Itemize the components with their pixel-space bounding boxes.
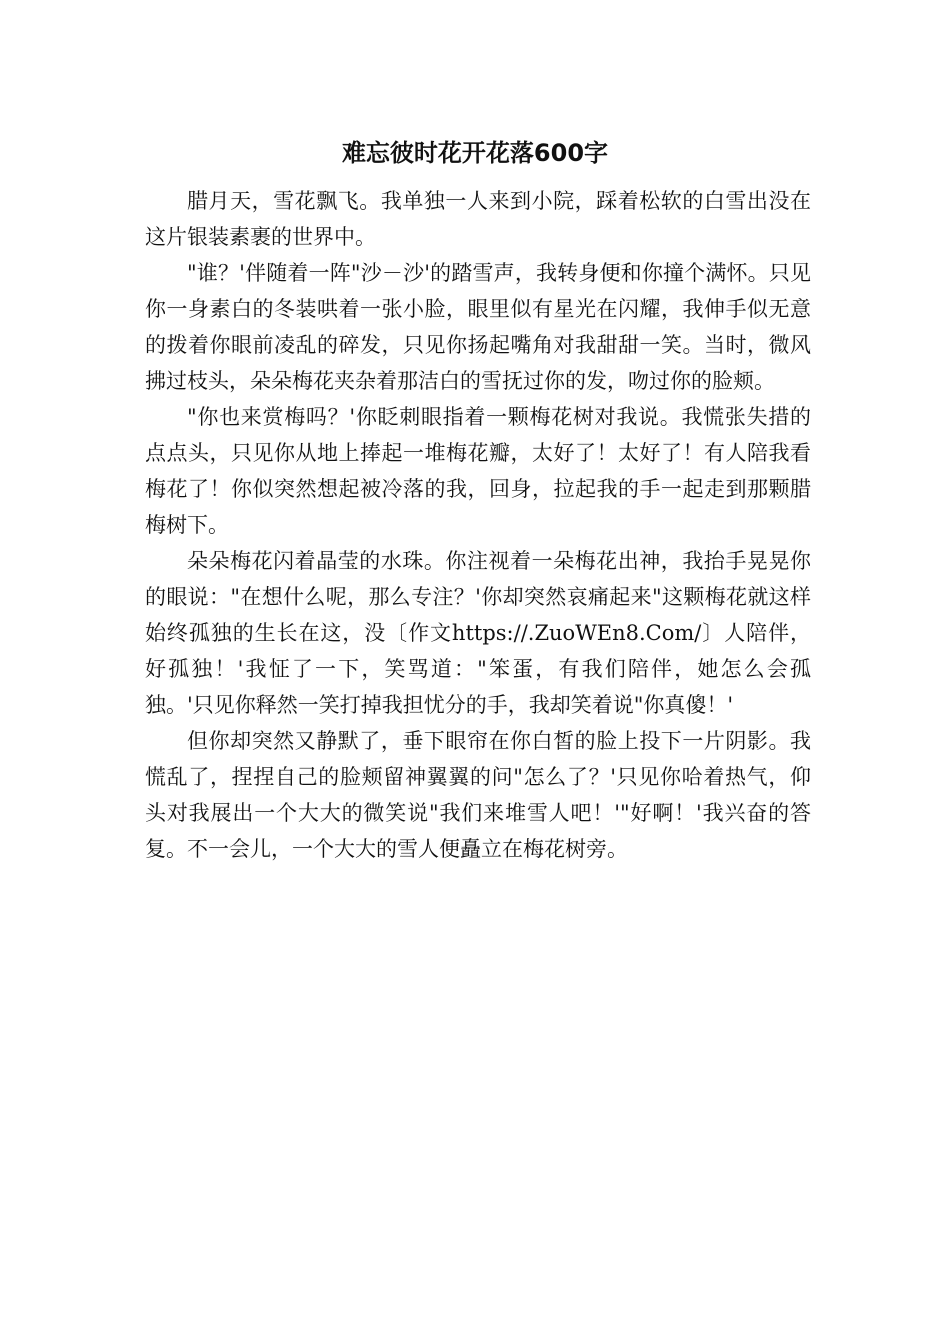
document-title: 难忘彼时花开花落600字 bbox=[341, 139, 609, 167]
paragraph-3: "你也来赏梅吗？'你眨刺眼指着一颗梅花树对我说。我慌张失措的点点头，只见你从地上捧起一堆梅花瓣，太好了！太好了！有人陪我看梅花了！你似突然想起被冷落的我，回身，拉起我的手一起走到那颗腊梅树下。 bbox=[145, 405, 811, 537]
paragraph-2: "谁？'伴随着一阵"沙－沙'的踏雪声，我转身便和你撞个满怀。只见你一身素白的冬装哄着一张小脸，眼里似有星光在闪耀，我伸手似无意的拨着你眼前凌乱的碎发，只见你扬起嘴角对我甜甜一笑。当时，微风拂过枝头，朵朵梅花夹杂着那洁白的雪抚过你的发，吻过你的脸颊。 bbox=[145, 261, 811, 393]
document-body bbox=[145, 183, 811, 867]
paragraph-4: 朵朵梅花闪着晶莹的水珠。你注视着一朵梅花出神，我抬手晃晃你的眼说："在想什么呢，那么专注？'你却突然哀痛起来"这颗梅花就这样始终孤独的生长在这，没〔作文https://.ZuoWEn8.Com/〕人陪伴，好孤独！'我怔了一下，笑骂道："笨蛋，有我们陪伴，她怎么会孤独。'只见你释然一笑打掉我担忧分的手，我却笑着说"你真傻！' bbox=[145, 549, 811, 717]
paragraph-1: 腊月天，雪花飘飞。我单独一人来到小院，踩着松软的白雪出没在这片银装素裹的世界中。 bbox=[145, 189, 811, 249]
paragraph-5: 但你却突然又静默了，垂下眼帘在你白皙的脸上投下一片阴影。我慌乱了，捏捏自己的脸颊留神翼翼的问"怎么了？'只见你哈着热气，仰头对我展出一个大大的微笑说"我们来堆雪人吧！'"好啊！'我兴奋的答复。不一会儿，一个大大的雪人便矗立在梅花树旁。 bbox=[145, 729, 811, 861]
